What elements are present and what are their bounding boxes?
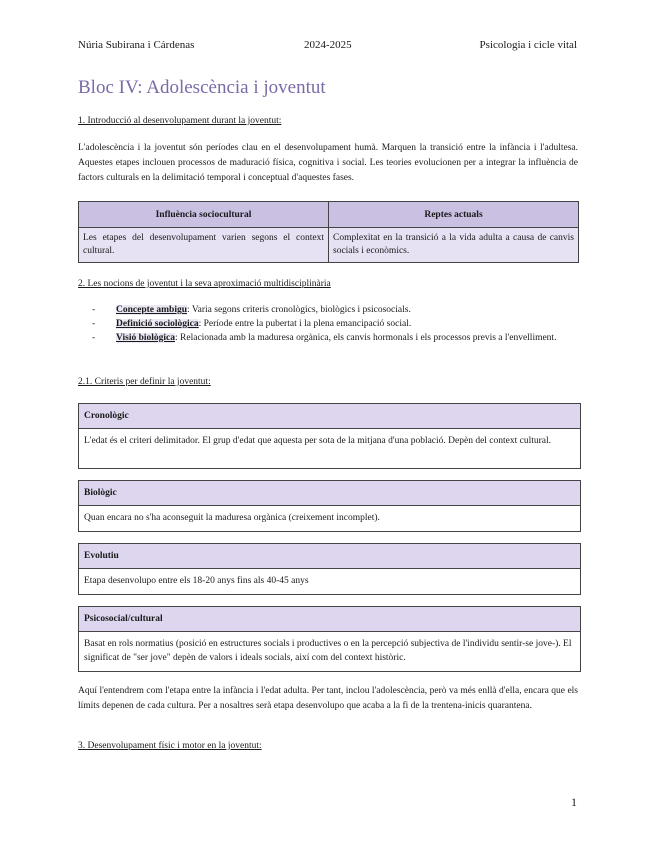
criterion-title: Biològic — [79, 481, 580, 506]
section-2-1-heading: 2.1. Criteris per definir la joventut: — [78, 377, 211, 387]
section-1-paragraph: L'adolescència i la joventut són períodes clau en el desenvolupament humà. Marquen la transició entre la infància i l'adultesa. Aquestes etapes inclouen processos de maduració física, cognitiva i social. Les teories evolucionen per a integrar la influència de factors culturals en la delimitació temporal i conceptual d'aquestes fases. — [78, 143, 578, 183]
list-dash: - — [92, 333, 96, 343]
criterion-title: Cronològic — [79, 404, 580, 429]
section-3-heading: 3. Desenvolupament físic i motor en la joventut: — [78, 741, 262, 751]
section-1-heading: 1. Introducció al desenvolupament durant la joventut: — [78, 116, 282, 126]
list-dash: - — [92, 305, 96, 315]
notions-list — [92, 303, 578, 345]
criterion-box-evolutive — [78, 543, 581, 595]
table-row — [79, 228, 579, 263]
list-text: : Període entre la pubertat i la plena emancipació social. — [198, 319, 412, 329]
header-course: Psicologia i cicle vital — [479, 39, 577, 51]
table-header-row — [79, 202, 579, 228]
list-item — [92, 303, 578, 317]
list-term: Concepte ambigu — [116, 305, 187, 315]
criterion-title: Evolutiu — [79, 544, 580, 569]
list-item — [92, 317, 578, 331]
criterion-box-chronological — [78, 403, 581, 469]
list-text: : Varia segons criteris cronològics, biològics i psicosocials. — [187, 305, 411, 315]
table-header-cell: Reptes actuals — [329, 202, 579, 228]
sociocultural-table — [78, 201, 579, 263]
criterion-body: Etapa desenvolupo entre els 18-20 anys fins als 40-45 anys — [79, 569, 580, 594]
header-year: 2024-2025 — [304, 39, 352, 51]
criterion-box-biological — [78, 480, 581, 532]
table-cell: Les etapes del desenvolupament varien segons el context cultural. — [79, 228, 329, 263]
criterion-title: Psicosocial/cultural — [79, 607, 580, 632]
page-title: Bloc IV: Adolescència i joventut — [78, 77, 326, 98]
table-cell: Complexitat en la transició a la vida adulta a causa de canvis socials i econòmics. — [329, 228, 579, 263]
criterion-body: Basat en rols normatius (posició en estructures socials i productives o en la percepció subjectiva de l'individu sentir-se jove-). El significat de "ser jove" depèn de valors i ideals socials, així com del context històric. — [79, 632, 580, 671]
list-dash: - — [92, 319, 96, 329]
closing-paragraph: Aquí l'entendrem com l'etapa entre la infància i l'edat adulta. Per tant, inclou l'adolescència, però va més enllà d'ella, encara que els límits depenen de cada cultura. Per a nosaltres serà etapa desenvolupo que acaba a la fi de la trentena-inicis quarantena. — [78, 686, 578, 711]
table-header-cell: Influència sociocultural — [79, 202, 329, 228]
list-item — [92, 331, 578, 345]
list-text: : Relacionada amb la maduresa orgànica, els canvis hormonals i els processos previs a l'envelliment. — [175, 333, 557, 343]
criterion-body: L'edat és el criteri delimitador. El grup d'edat que aquesta per sota de la mitjana d'una població. Depèn del context cultural. — [79, 429, 580, 468]
list-term: Definició sociològica — [116, 319, 199, 329]
header-author: Núria Subirana i Cárdenas — [78, 39, 195, 51]
criterion-box-psychosocial — [78, 606, 581, 672]
list-term: Visió biològica — [116, 333, 176, 343]
page-number: 1 — [571, 795, 577, 809]
criterion-body: Quan encara no s'ha aconseguit la maduresa orgànica (creixement incomplet). — [79, 506, 580, 531]
section-2-heading: 2. Les nocions de joventut i la seva aproximació multidisciplinària — [78, 279, 331, 289]
